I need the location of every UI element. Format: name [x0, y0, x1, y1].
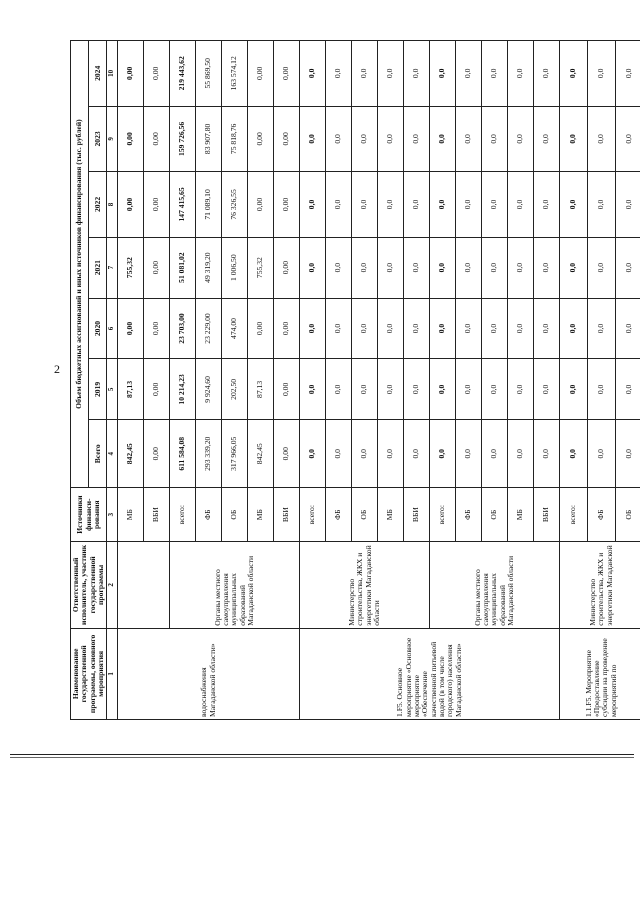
row-value-cell: 0,0 — [508, 237, 534, 298]
row-value-cell: 0,0 — [430, 359, 456, 420]
row-value-cell: 0,0 — [587, 420, 615, 488]
row-value-cell: 0,0 — [534, 420, 560, 488]
row-value-cell: 474,00 — [222, 298, 248, 359]
row-source-cell: ФБ — [196, 488, 222, 542]
table-row — [560, 41, 588, 720]
row-source-cell: ВБИ — [534, 488, 560, 542]
row-value-cell: 0,0 — [534, 237, 560, 298]
row-value-cell: 0,00 — [144, 41, 170, 107]
row-source-cell: ОБ — [482, 488, 508, 542]
row-value-cell: 0,0 — [404, 298, 430, 359]
row-value-cell: 23 703,00 — [170, 298, 196, 359]
row-value-cell: 0,0 — [534, 106, 560, 172]
row-value-cell: 147 415,65 — [170, 172, 196, 238]
header-year: 2021 — [89, 237, 107, 298]
row-value-cell: 0,0 — [482, 420, 508, 488]
row-value-cell: 0,0 — [326, 106, 352, 172]
row-source-cell: ФБ — [456, 488, 482, 542]
table-row — [430, 41, 456, 720]
row-value-cell: 0,0 — [352, 172, 378, 238]
row-source-cell: ОБ — [352, 488, 378, 542]
row-source-cell: МБ — [118, 488, 144, 542]
row-value-cell: 293 339,20 — [196, 420, 222, 488]
row-value-cell: 23 229,00 — [196, 298, 222, 359]
row-source-cell: ОБ — [615, 488, 640, 542]
row-source-cell: ВБИ — [404, 488, 430, 542]
row-value-cell: 0,00 — [248, 41, 274, 107]
row-value-cell: 163 574,12 — [222, 41, 248, 107]
index-cell: 3 — [107, 488, 118, 542]
header-volume: Объем бюджетных ассигнований и иных источников финансирования (тыс. рублей) — [71, 41, 89, 488]
row-value-cell: 0,00 — [144, 420, 170, 488]
table-body — [118, 41, 640, 720]
row-value-cell: 0,00 — [274, 106, 300, 172]
row-value-cell: 0,0 — [378, 106, 404, 172]
row-value-cell: 0,00 — [248, 298, 274, 359]
row-value-cell: 0,0 — [587, 237, 615, 298]
row-value-cell: 0,0 — [534, 41, 560, 107]
row-value-cell: 0,0 — [587, 106, 615, 172]
row-source-cell: всего: — [300, 488, 326, 542]
row-value-cell: 0,00 — [144, 298, 170, 359]
row-value-cell: 0,0 — [378, 172, 404, 238]
row-value-cell: 0,00 — [274, 298, 300, 359]
row-value-cell: 0,0 — [482, 41, 508, 107]
header-row-1 — [71, 41, 89, 720]
index-cell: 2 — [107, 542, 118, 629]
row-value-cell: 0,0 — [615, 359, 640, 420]
row-value-cell: 0,0 — [615, 106, 640, 172]
row-value-cell: 755,32 — [118, 237, 144, 298]
row-value-cell: 0,0 — [508, 106, 534, 172]
row-value-cell: 0,0 — [482, 106, 508, 172]
header-year: 2024 — [89, 41, 107, 107]
row-source-cell: МБ — [508, 488, 534, 542]
row-value-cell: 51 081,02 — [170, 237, 196, 298]
row-value-cell: 0,00 — [118, 298, 144, 359]
row-value-cell: 49 319,20 — [196, 237, 222, 298]
row-value-cell: 0,0 — [560, 172, 588, 238]
bottom-divider — [10, 754, 634, 755]
row-value-cell: 755,32 — [248, 237, 274, 298]
row-value-cell: 0,0 — [326, 172, 352, 238]
row-value-cell: 75 818,76 — [222, 106, 248, 172]
index-cell: 9 — [107, 106, 118, 172]
row-value-cell: 0,0 — [300, 237, 326, 298]
row-value-cell: 0,0 — [430, 420, 456, 488]
header-name: Наименование государственной программы, основного мероприятия — [71, 628, 107, 719]
index-cell: 4 — [107, 420, 118, 488]
row-value-cell: 0,0 — [404, 359, 430, 420]
row-value-cell: 0,0 — [404, 420, 430, 488]
row-value-cell: 0,0 — [430, 41, 456, 107]
row-value-cell: 0,0 — [430, 106, 456, 172]
row-value-cell: 0,0 — [352, 420, 378, 488]
row-value-cell: 0,0 — [615, 237, 640, 298]
page-number: 2 — [54, 362, 60, 376]
row-value-cell: 0,0 — [300, 41, 326, 107]
row-value-cell: 0,0 — [352, 298, 378, 359]
row-value-cell: 0,00 — [274, 41, 300, 107]
row-value-cell: 0,0 — [300, 298, 326, 359]
header-source: Источники финанси-рования — [71, 488, 107, 542]
row-value-cell: 0,0 — [326, 359, 352, 420]
row-value-cell: 0,0 — [508, 41, 534, 107]
row-value-cell: 0,0 — [456, 172, 482, 238]
index-cell: 8 — [107, 172, 118, 238]
row-value-cell: 219 443,62 — [170, 41, 196, 107]
index-cell: 7 — [107, 237, 118, 298]
row-source-cell: МБ — [248, 488, 274, 542]
row-value-cell: 0,0 — [300, 106, 326, 172]
row-value-cell: 0,0 — [615, 172, 640, 238]
row-value-cell: 55 869,50 — [196, 41, 222, 107]
row-value-cell: 842,45 — [248, 420, 274, 488]
row-value-cell: 0,0 — [560, 106, 588, 172]
row-value-cell: 0,00 — [274, 237, 300, 298]
index-cell: 10 — [107, 41, 118, 107]
row-value-cell: 71 089,10 — [196, 172, 222, 238]
row-value-cell: 87,13 — [248, 359, 274, 420]
row-value-cell: 0,0 — [378, 237, 404, 298]
row-value-cell: 0,0 — [560, 359, 588, 420]
row-value-cell: 0,0 — [430, 237, 456, 298]
row-value-cell: 202,50 — [222, 359, 248, 420]
row-value-cell: 0,0 — [378, 41, 404, 107]
row-source-cell: ОБ — [222, 488, 248, 542]
row-executor-cell: Министерство строительства, ЖКХ и энергетики Магаданской — [560, 542, 640, 629]
row-value-cell: 0,0 — [615, 298, 640, 359]
row-value-cell: 0,0 — [456, 420, 482, 488]
row-value-cell: 0,0 — [456, 359, 482, 420]
rotated-table-container — [70, 40, 633, 720]
row-value-cell: 0,0 — [404, 172, 430, 238]
row-value-cell: 0,00 — [274, 420, 300, 488]
header-year: 2022 — [89, 172, 107, 238]
row-value-cell: 0,0 — [560, 41, 588, 107]
row-value-cell: 0,0 — [456, 106, 482, 172]
row-value-cell: 0,00 — [144, 172, 170, 238]
row-value-cell: 0,0 — [326, 237, 352, 298]
row-value-cell: 0,00 — [144, 359, 170, 420]
header-total: Всего — [89, 420, 107, 488]
row-value-cell: 1 006,50 — [222, 237, 248, 298]
row-value-cell: 0,0 — [300, 420, 326, 488]
row-source-cell: всего: — [170, 488, 196, 542]
row-value-cell: 0,0 — [352, 106, 378, 172]
row-value-cell: 0,00 — [248, 106, 274, 172]
row-value-cell: 0,0 — [615, 41, 640, 107]
row-value-cell: 0,00 — [144, 106, 170, 172]
row-value-cell: 0,0 — [352, 237, 378, 298]
row-source-cell: ФБ — [587, 488, 615, 542]
row-value-cell: 0,0 — [508, 298, 534, 359]
row-value-cell: 0,0 — [378, 420, 404, 488]
row-name-cell: 1.F5. Основное мероприятие «Основное мероприятие «Обеспечение качественной питьевой водой (в том числе городского) населения Магаданской области» — [300, 628, 560, 719]
row-value-cell: 0,0 — [482, 172, 508, 238]
index-cell: 6 — [107, 298, 118, 359]
row-executor-cell — [118, 542, 170, 629]
row-value-cell: 0,0 — [482, 298, 508, 359]
row-value-cell: 0,0 — [326, 41, 352, 107]
row-value-cell: 611 584,08 — [170, 420, 196, 488]
row-value-cell: 0,0 — [326, 420, 352, 488]
row-value-cell: 0,0 — [430, 298, 456, 359]
row-value-cell: 0,0 — [534, 172, 560, 238]
row-source-cell: ФБ — [326, 488, 352, 542]
row-value-cell: 0,0 — [456, 41, 482, 107]
row-source-cell: ВБИ — [144, 488, 170, 542]
row-source-cell: ВБИ — [274, 488, 300, 542]
row-value-cell: 0,0 — [300, 359, 326, 420]
row-name-cell: 1.1.F5. Мероприятие «Предоставление субсидии на проведение мероприятий по — [560, 628, 640, 719]
row-name-cell: водоснабжения Магаданской области» — [118, 628, 300, 719]
row-value-cell: 9 924,60 — [196, 359, 222, 420]
row-value-cell: 0,0 — [456, 298, 482, 359]
row-value-cell: 0,0 — [404, 106, 430, 172]
row-value-cell: 10 214,23 — [170, 359, 196, 420]
row-value-cell: 0,0 — [378, 359, 404, 420]
financing-table — [70, 40, 640, 720]
row-source-cell: всего: — [560, 488, 588, 542]
row-value-cell: 0,0 — [404, 41, 430, 107]
row-value-cell: 0,0 — [352, 41, 378, 107]
row-value-cell: 0,0 — [508, 420, 534, 488]
bottom-divider-shadow — [10, 757, 634, 758]
row-value-cell: 0,0 — [534, 359, 560, 420]
row-value-cell: 0,00 — [144, 237, 170, 298]
row-value-cell: 0,0 — [534, 298, 560, 359]
row-value-cell: 83 907,80 — [196, 106, 222, 172]
row-executor-cell: Органы местного самоуправления муниципальных образований Магаданской области — [170, 542, 300, 629]
row-value-cell: 0,00 — [118, 172, 144, 238]
row-value-cell: 0,00 — [274, 172, 300, 238]
header-year: 2019 — [89, 359, 107, 420]
table-row — [170, 41, 196, 720]
row-source-cell: МБ — [378, 488, 404, 542]
row-value-cell: 0,00 — [274, 359, 300, 420]
row-value-cell: 0,0 — [560, 237, 588, 298]
row-value-cell: 0,0 — [300, 172, 326, 238]
row-value-cell: 159 726,56 — [170, 106, 196, 172]
row-value-cell: 0,0 — [560, 420, 588, 488]
row-value-cell: 0,0 — [404, 237, 430, 298]
row-value-cell: 0,0 — [587, 172, 615, 238]
row-value-cell: 0,0 — [430, 172, 456, 238]
row-executor-cell: Органы местного самоуправления муниципальных образований Магаданской области — [430, 542, 560, 629]
row-value-cell: 0,0 — [482, 237, 508, 298]
row-value-cell: 0,0 — [587, 41, 615, 107]
index-cell: 1 — [107, 628, 118, 719]
row-value-cell: 0,0 — [482, 359, 508, 420]
row-executor-cell: Министерство строительства, ЖКХ и энергетики Магаданской области — [300, 542, 430, 629]
row-value-cell: 0,0 — [378, 298, 404, 359]
row-value-cell: 76 326,55 — [222, 172, 248, 238]
row-value-cell: 0,00 — [248, 172, 274, 238]
table-row — [300, 41, 326, 720]
row-value-cell: 0,0 — [560, 298, 588, 359]
row-value-cell: 0,00 — [118, 106, 144, 172]
index-cell: 5 — [107, 359, 118, 420]
row-value-cell: 0,0 — [456, 237, 482, 298]
row-value-cell: 842,45 — [118, 420, 144, 488]
header-year: 2020 — [89, 298, 107, 359]
row-value-cell: 0,0 — [587, 298, 615, 359]
row-value-cell: 0,0 — [508, 359, 534, 420]
index-row — [107, 41, 118, 720]
row-value-cell: 0,0 — [615, 420, 640, 488]
row-value-cell: 0,0 — [352, 359, 378, 420]
row-value-cell: 0,0 — [326, 298, 352, 359]
row-value-cell: 317 966,05 — [222, 420, 248, 488]
row-value-cell: 0,00 — [118, 41, 144, 107]
header-executor: Ответственный исполнитель, участник государственной программы — [71, 542, 107, 629]
row-value-cell: 87,13 — [118, 359, 144, 420]
table-row — [118, 41, 144, 720]
row-value-cell: 0,0 — [587, 359, 615, 420]
header-year: 2023 — [89, 106, 107, 172]
row-value-cell: 0,0 — [508, 172, 534, 238]
row-source-cell: всего: — [430, 488, 456, 542]
